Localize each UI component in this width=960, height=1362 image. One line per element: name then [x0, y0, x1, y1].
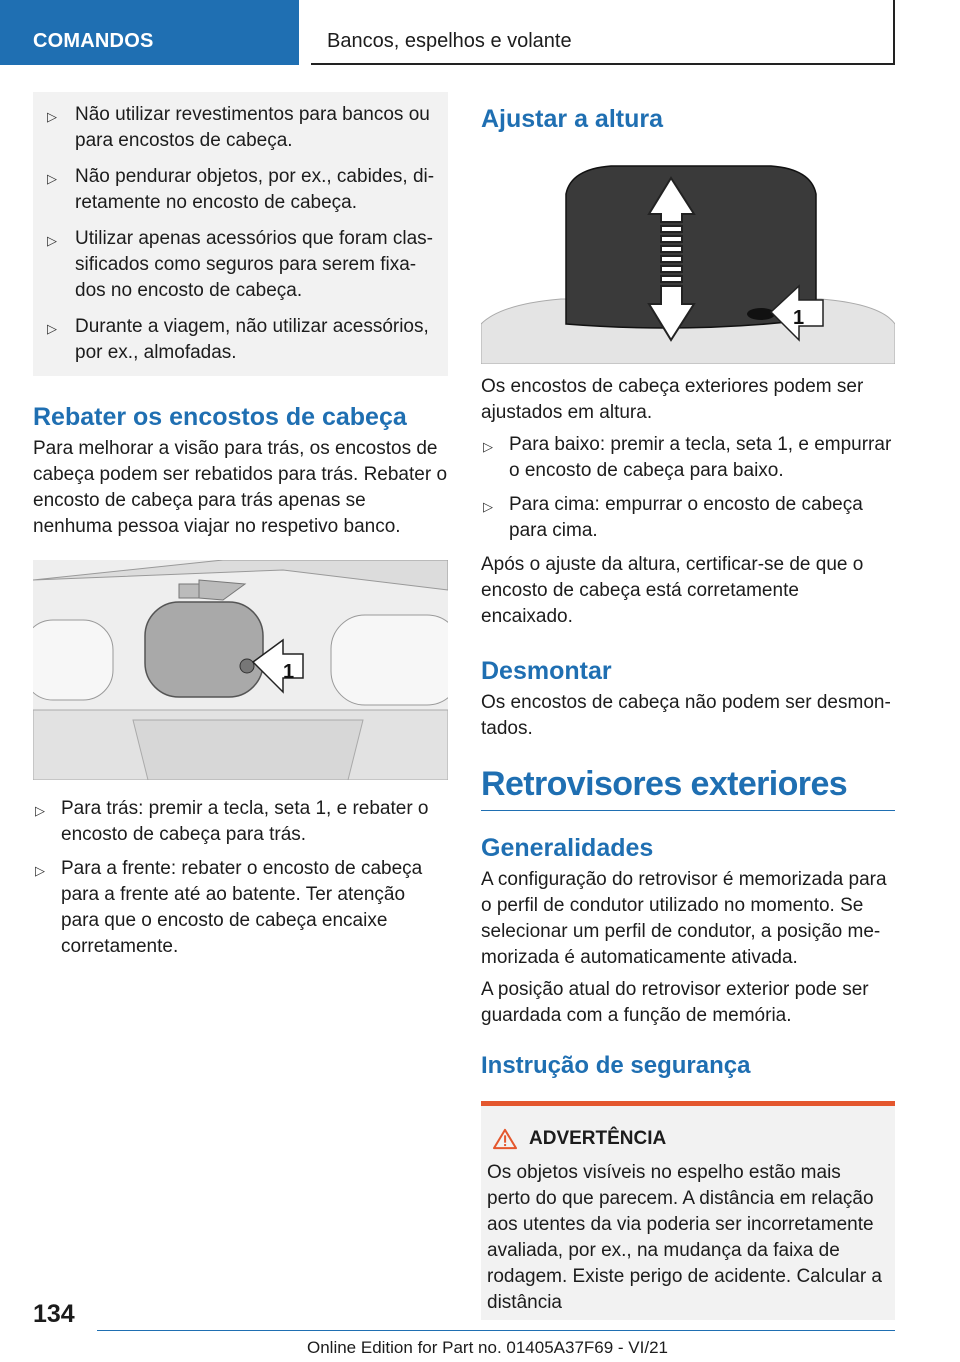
list-item: ▷ Não utilizar revestimentos para bancos ou para encostos de cabeça.	[47, 104, 430, 151]
footer-divider	[97, 1330, 895, 1331]
mirrors-heading: Retrovisores exteriores	[481, 764, 895, 811]
height-adjust-text: Os encostos de cabeça exteriores podem ser ajustados em altura.	[481, 376, 864, 423]
rear-seats-drawing	[33, 560, 448, 780]
general-heading: Generalidades	[481, 834, 654, 862]
headrest-height-illustration	[481, 164, 896, 364]
headrest-fold-illustration	[33, 560, 448, 780]
section-title: COMANDOS	[33, 30, 154, 52]
warning-text: Os objetos visíveis no espelho estão mais perto do que parecem. A distância em relação aos utentes da via poderia ser incorretamente avaliada, por ex., na mudança da faixa de rodagem. Existe perigo de acidente. Calcular a distância	[487, 1162, 883, 1313]
right-column	[481, 92, 895, 1320]
edition-text: Online Edition for Part no. 01405A37F69 - VI/21	[307, 1338, 669, 1357]
remove-heading: Desmontar	[481, 657, 612, 685]
warning-triangle-icon	[491, 1128, 519, 1150]
list-item: ▷ Para trás: premir a tecla, seta 1, e rebater o encosto de cabeça para trás.	[35, 798, 429, 845]
fold-headrest-text: Para melhorar a visão para trás, os encostos de cabeça podem ser rebatidos para trás. Rebater o encosto de cabeça para trás apenas se nenhuma pessoa viajar no respetivo banco.	[33, 438, 448, 537]
callout-label: 1	[283, 661, 295, 683]
triangle-bullet-icon: ▷	[483, 439, 493, 454]
list-item: ▷ Para baixo: premir a tecla, seta 1, e empurrar o encosto de cabeça para baixo.	[483, 434, 892, 481]
safety-notes-box	[33, 92, 448, 376]
warning-label: ADVERTÊNCIA	[529, 1128, 667, 1149]
list-item: ▷ Para a frente: rebater o encosto de cabeça para a frente até ao batente. Ter atenção para que o encosto de cabeça encaixe corretamente.	[35, 858, 423, 957]
safety-heading: Instrução de segurança	[481, 1052, 751, 1079]
triangle-bullet-icon: ▷	[483, 499, 493, 514]
safety-bullet-list	[33, 102, 440, 366]
triangle-bullet-icon: ▷	[47, 321, 57, 336]
remove-text: Os encostos de cabeça não podem ser desmontados.	[481, 692, 891, 739]
fold-headrest-heading: Rebater os encostos de cabeça	[33, 403, 407, 431]
general-text-1: A configuração do retrovisor é memorizada para o perfil de condutor utilizado no momento. Se selecionar um perfil de condutor, a posição memorizada é automaticamente ativada.	[481, 869, 887, 968]
height-adjust-heading: Ajustar a altura	[481, 105, 664, 133]
list-item: ▷ Durante a viagem, não utilizar acessórios, por ex., almofadas.	[47, 316, 429, 363]
page-number: 134	[33, 1300, 75, 1328]
callout-label: 1	[793, 307, 805, 329]
general-text-2: A posição atual do retrovisor exterior pode ser guardada com a função de memória.	[481, 979, 869, 1026]
list-item: ▷ Utilizar apenas acessórios que foram classificados como seguros para serem fixados no encosto de cabeça.	[47, 228, 433, 301]
left-column	[33, 92, 448, 968]
chapter-header	[311, 0, 895, 65]
headrest-drawing	[481, 164, 895, 364]
fold-bullet-list	[33, 796, 448, 960]
chapter-title: Bancos, espelhos e volante	[327, 30, 572, 52]
list-item: ▷ Não pendurar objetos, por ex., cabides, diretamente no encosto de cabeça.	[47, 166, 435, 213]
triangle-bullet-icon: ▷	[47, 233, 57, 248]
warning-box	[481, 1101, 895, 1320]
triangle-bullet-icon: ▷	[35, 803, 45, 818]
triangle-bullet-icon: ▷	[35, 863, 45, 878]
triangle-bullet-icon: ▷	[47, 109, 57, 124]
section-tab	[0, 0, 299, 65]
warning-header	[487, 1126, 889, 1152]
height-after-text: Após o ajuste da altura, certificar-se de que o encosto de cabeça está corretamente encaixado.	[481, 554, 864, 627]
list-item: ▷ Para cima: empurrar o encosto de cabeça para cima.	[483, 494, 863, 541]
height-bullet-list	[481, 432, 895, 544]
triangle-bullet-icon: ▷	[47, 171, 57, 186]
